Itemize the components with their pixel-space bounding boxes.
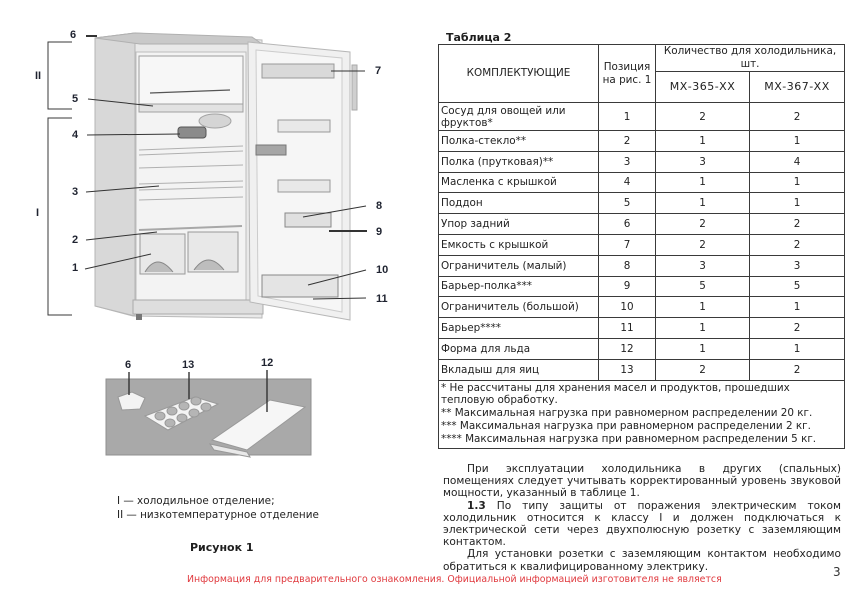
cell-component: Упор задний — [439, 214, 599, 235]
cell-position: 13 — [599, 359, 656, 380]
refrigerator-illustration — [0, 0, 430, 470]
paragraph-electrical-class-text: По типу защиты от поражения электрическим током холодильник относится к классу I и должен подключаться к электрической сети через двухполюсную розетку с заземляющим контактом. — [443, 499, 841, 549]
callout-4: 4 — [72, 129, 79, 141]
cell-qty-mx367: 1 — [750, 338, 845, 359]
footnote: ** Максимальная нагрузка при равномерном распределении 20 кг. — [441, 407, 813, 420]
cell-component: Сосуд для овощей или фруктов* — [439, 103, 599, 131]
table-row — [439, 338, 845, 359]
cell-qty-mx367: 1 — [750, 172, 845, 193]
cell-qty-mx365: 1 — [656, 193, 750, 214]
figure-caption: Рисунок 1 — [190, 541, 254, 554]
cell-qty-mx367: 4 — [750, 151, 845, 172]
cell-position: 4 — [599, 172, 656, 193]
cell-component: Ограничитель (большой) — [439, 297, 599, 318]
cell-qty-mx367: 5 — [750, 276, 845, 297]
cell-qty-mx365: 3 — [656, 151, 750, 172]
bracket-freezer — [48, 42, 72, 109]
cell-position: 5 — [599, 193, 656, 214]
cell-qty-mx365: 5 — [656, 276, 750, 297]
cell-position: 2 — [599, 131, 656, 152]
callout-accessory-12: 12 — [261, 357, 274, 369]
cell-qty-mx365: 3 — [656, 255, 750, 276]
disclaimer-notice: Информация для предварительного ознакомления. Официальной информацией изготовителя не является — [187, 574, 722, 585]
header-quantity: Количество для холодильника, шт. — [656, 45, 845, 72]
cell-component: Барьер**** — [439, 318, 599, 339]
section-brackets — [48, 42, 72, 315]
cell-component: Форма для льда — [439, 338, 599, 359]
header-position: Позиция на рис. 1 — [599, 45, 656, 103]
cell-position: 9 — [599, 276, 656, 297]
table-row — [439, 131, 845, 152]
table-title: Таблица 2 — [446, 31, 512, 44]
header-model: МХ-367-ХХ — [750, 72, 845, 103]
cell-position: 7 — [599, 234, 656, 255]
cell-position: 3 — [599, 151, 656, 172]
callout-6: 6 — [70, 29, 77, 41]
footnote: * Не рассчитаны для хранения масел и продуктов, прошедших тепловую обработку. — [441, 381, 790, 407]
fridge-body — [95, 33, 263, 320]
footnote: *** Максимальная нагрузка при равномерном распределении 2 кг. — [441, 419, 811, 432]
cell-component: Барьер-полка*** — [439, 276, 599, 297]
cell-qty-mx365: 2 — [656, 103, 750, 131]
cell-qty-mx365: 2 — [656, 359, 750, 380]
paragraph-socket-install: Для установки розетки с заземляющим контактом необходимо обратиться к квалифицированному электрику. — [443, 548, 841, 573]
section-number: 1.3 — [467, 499, 486, 512]
callout-8: 8 — [376, 200, 383, 212]
cell-qty-mx367: 1 — [750, 193, 845, 214]
table-row — [439, 151, 845, 172]
legend-item: I — холодильное отделение; — [117, 495, 275, 507]
fridge-door — [248, 42, 357, 320]
cell-qty-mx367: 1 — [750, 297, 845, 318]
table-footnotes — [439, 380, 845, 448]
section-label-freezer: II — [35, 70, 42, 82]
cell-qty-mx367: 2 — [750, 234, 845, 255]
table-row — [439, 234, 845, 255]
paragraph-noise-note: При эксплуатации холодильника в других (спальных) помещениях следует учитывать корректированный уровень звуковой мощности, указанный в таблице 1. — [443, 463, 841, 500]
cell-component: Емкость с крышкой — [439, 234, 599, 255]
cell-position: 6 — [599, 214, 656, 235]
header-components: КОМПЛЕКТУЮЩИЕ — [439, 45, 599, 103]
cell-qty-mx365: 1 — [656, 131, 750, 152]
cell-qty-mx367: 2 — [750, 214, 845, 235]
body-text — [443, 463, 841, 573]
table-row — [439, 255, 845, 276]
cell-position: 12 — [599, 338, 656, 359]
cell-qty-mx365: 1 — [656, 172, 750, 193]
table-row — [439, 297, 845, 318]
cell-component: Поддон — [439, 193, 599, 214]
cell-qty-mx365: 2 — [656, 214, 750, 235]
callout-5: 5 — [72, 93, 79, 105]
table-row — [439, 214, 845, 235]
cell-position: 1 — [599, 103, 656, 131]
accessories-image — [106, 370, 311, 457]
cell-qty-mx367: 2 — [750, 359, 845, 380]
cell-component: Ограничитель (малый) — [439, 255, 599, 276]
section-label-fridge: I — [36, 207, 40, 219]
table-row — [439, 103, 845, 131]
cell-component: Вкладыш для яиц — [439, 359, 599, 380]
paragraph-electrical-class — [443, 500, 841, 549]
cell-qty-mx367: 2 — [750, 318, 845, 339]
callout-1: 1 — [72, 262, 79, 274]
callout-3: 3 — [72, 186, 79, 198]
cell-qty-mx367: 3 — [750, 255, 845, 276]
page-number: 3 — [833, 565, 841, 579]
cell-qty-mx365: 2 — [656, 234, 750, 255]
legend-item: II — низкотемпературное отделение — [117, 508, 319, 521]
cell-qty-mx365: 1 — [656, 338, 750, 359]
callout-9: 9 — [376, 226, 383, 238]
cell-qty-mx365: 1 — [656, 318, 750, 339]
cell-qty-mx367: 2 — [750, 103, 845, 131]
bracket-fridge — [48, 118, 72, 315]
table-row — [439, 359, 845, 380]
callout-accessory-6: 6 — [125, 359, 132, 371]
callout-11: 11 — [376, 293, 388, 305]
cell-component: Полка (прутковая)** — [439, 151, 599, 172]
components-table — [438, 44, 845, 449]
footnote: **** Максимальная нагрузка при равномерном распределении 5 кг. — [441, 432, 817, 445]
callout-2: 2 — [72, 234, 79, 246]
cell-qty-mx365: 1 — [656, 297, 750, 318]
table-row — [439, 193, 845, 214]
table-body — [439, 103, 845, 381]
header-model: МХ-365-ХХ — [656, 72, 750, 103]
table-row — [439, 172, 845, 193]
table-row — [439, 318, 845, 339]
cell-position: 11 — [599, 318, 656, 339]
cell-component: Масленка с крышкой — [439, 172, 599, 193]
cell-position: 10 — [599, 297, 656, 318]
figure-legend — [117, 495, 319, 522]
cell-qty-mx367: 1 — [750, 131, 845, 152]
callout-accessory-13: 13 — [182, 359, 195, 371]
cell-component: Полка-стекло** — [439, 131, 599, 152]
callout-7: 7 — [375, 65, 382, 77]
callout-10: 10 — [376, 264, 389, 276]
table-row — [439, 276, 845, 297]
cell-position: 8 — [599, 255, 656, 276]
